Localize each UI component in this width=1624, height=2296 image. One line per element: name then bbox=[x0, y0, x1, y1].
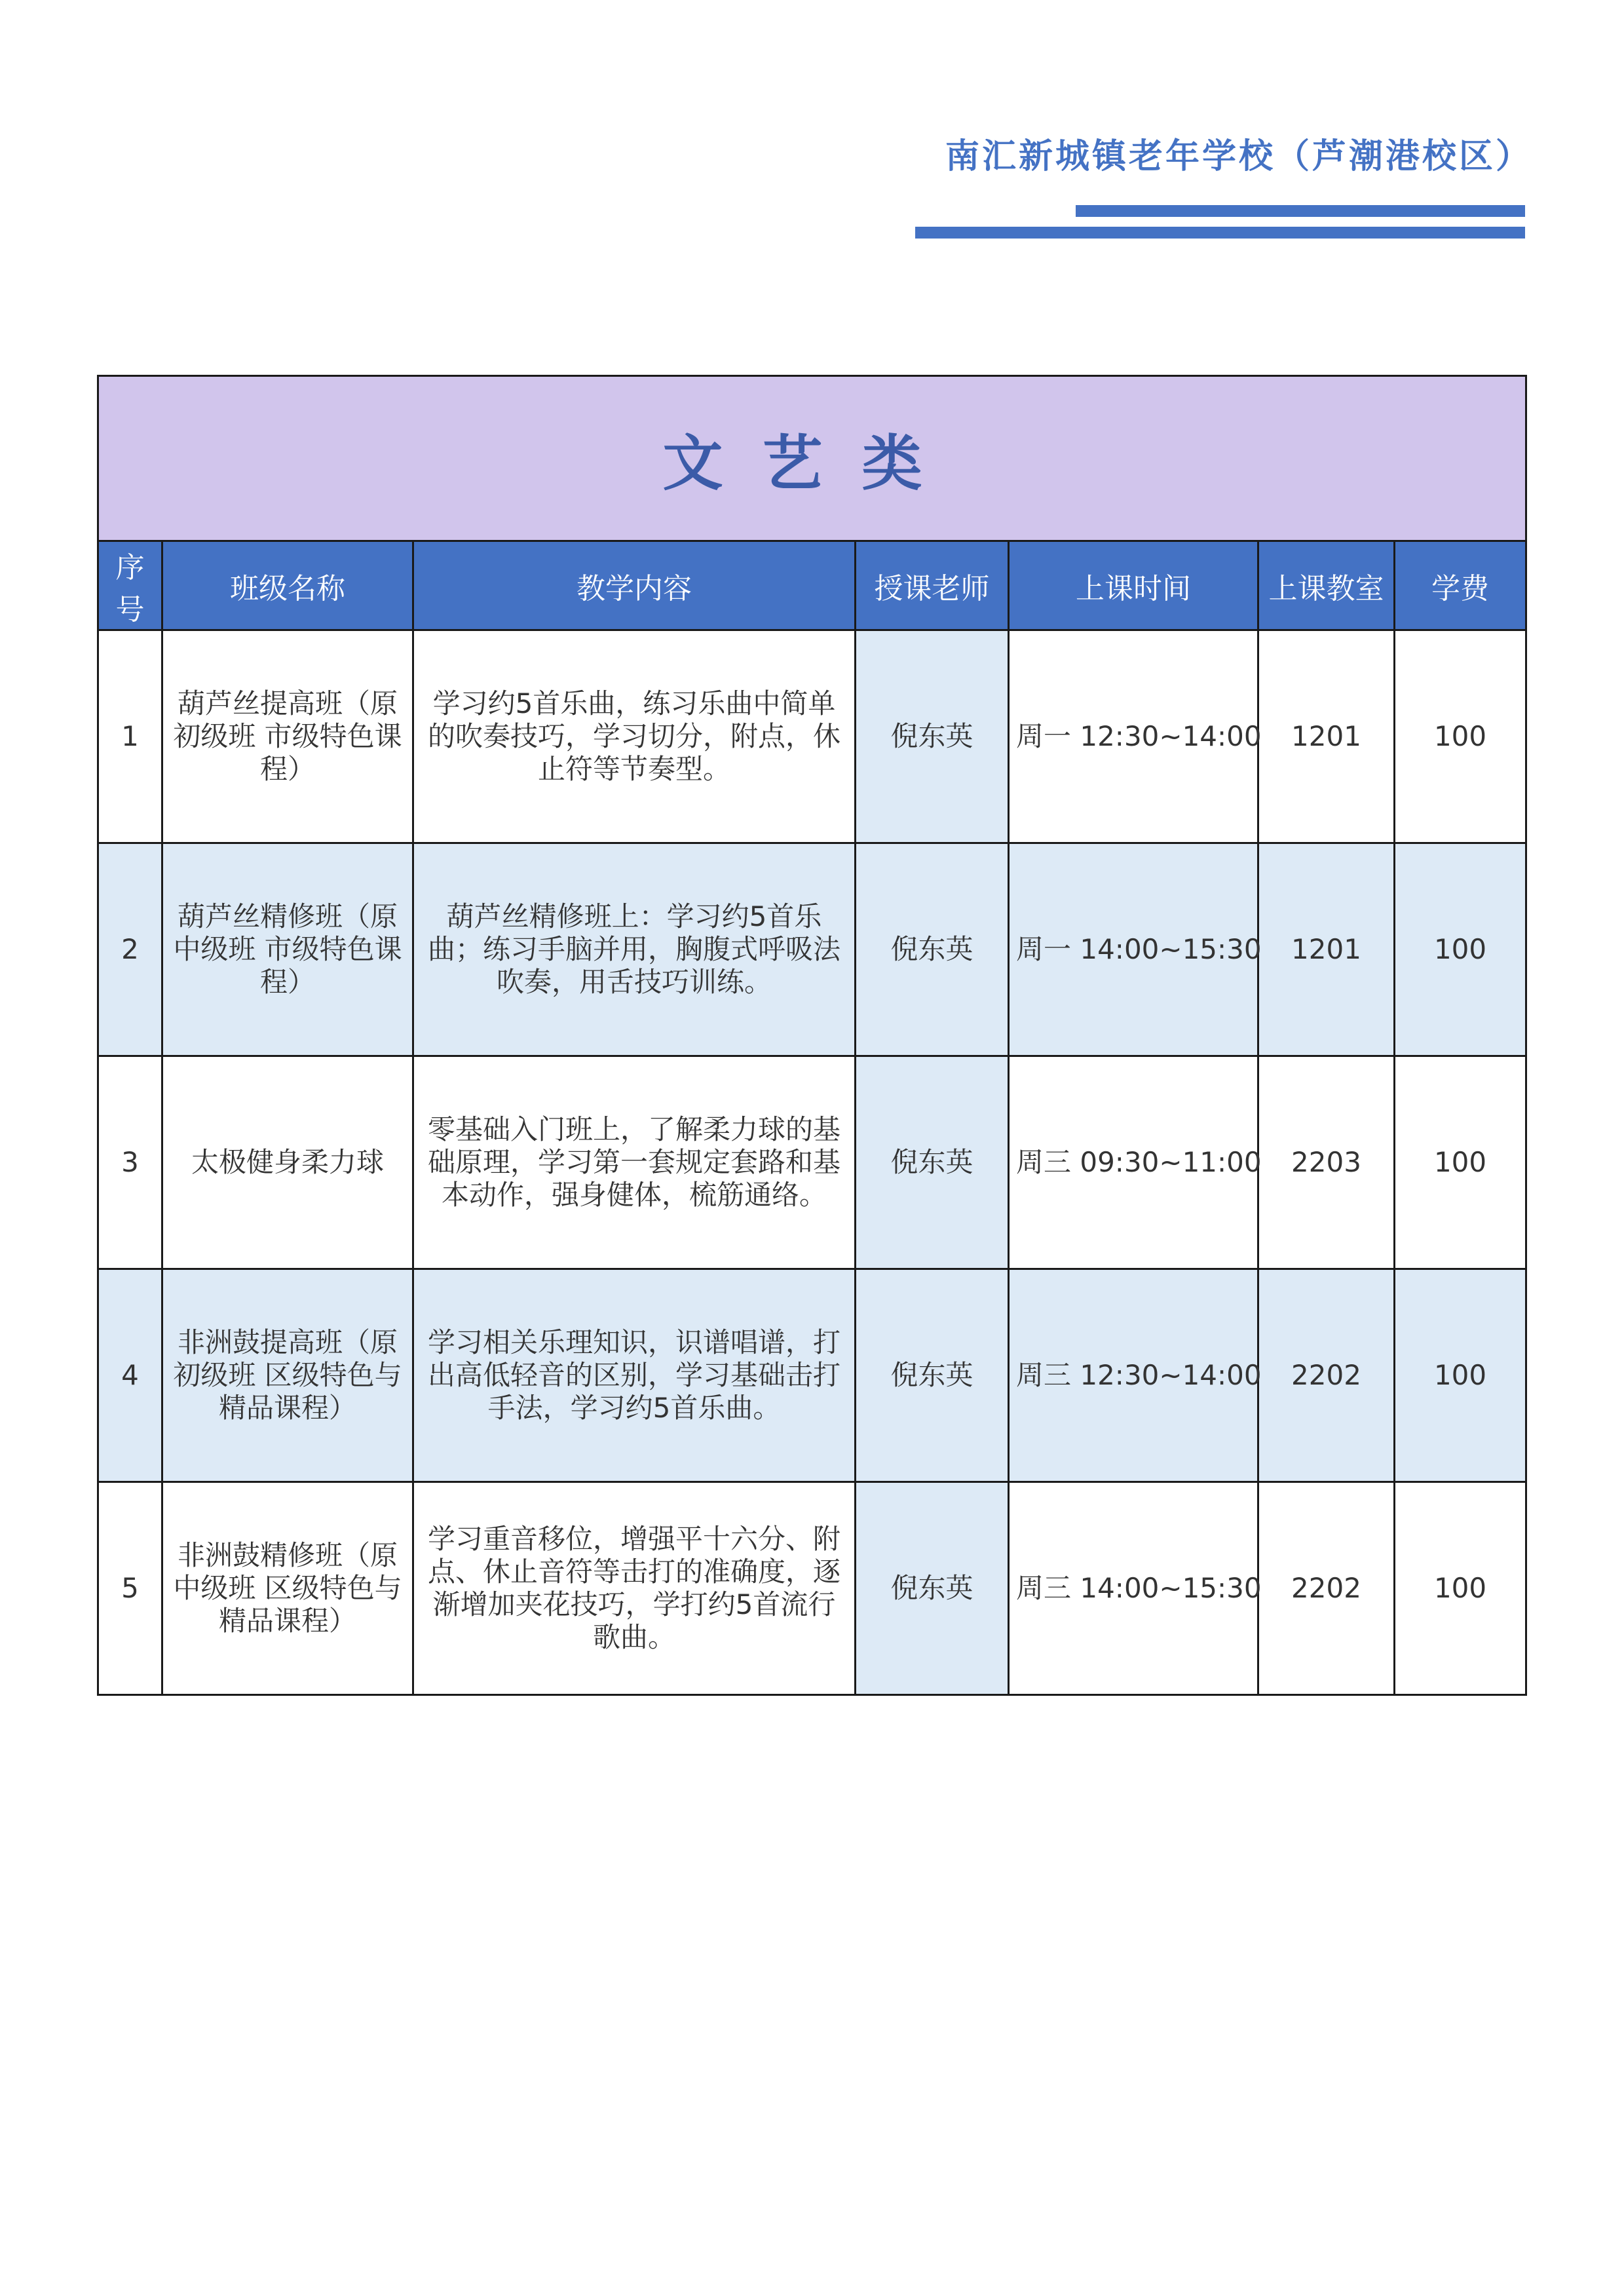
column-header-no: 序号 bbox=[98, 541, 162, 630]
cell-content: 学习相关乐理知识，识谱唱谱，打出高低轻音的区别，学习基础击打手法，学习约5首乐曲。 bbox=[413, 1269, 856, 1482]
table-header-row bbox=[98, 541, 1526, 630]
column-header-time: 上课时间 bbox=[1009, 541, 1258, 630]
course-table bbox=[97, 375, 1527, 1696]
cell-no: 3 bbox=[98, 1056, 162, 1269]
school-name: 南汇新城镇老年学校（芦潮港校区） bbox=[945, 137, 1532, 176]
cell-fee: 100 bbox=[1395, 630, 1526, 843]
cell-teacher: 倪东英 bbox=[856, 1482, 1009, 1695]
cell-class: 太极健身柔力球 bbox=[162, 1056, 413, 1269]
cell-room: 2202 bbox=[1258, 1269, 1395, 1482]
cell-room: 2202 bbox=[1258, 1482, 1395, 1695]
cell-time: 周一 14:00~15:30 bbox=[1009, 843, 1258, 1056]
cell-content: 零基础入门班上，了解柔力球的基础原理，学习第一套规定套路和基本动作，强身健体，梳筋通络。 bbox=[413, 1056, 856, 1269]
decorative-bar-bottom bbox=[915, 227, 1525, 239]
column-header-class: 班级名称 bbox=[162, 541, 413, 630]
table-row bbox=[98, 630, 1526, 843]
column-header-room: 上课教室 bbox=[1258, 541, 1395, 630]
column-header-fee: 学费 bbox=[1395, 541, 1526, 630]
cell-teacher: 倪东英 bbox=[856, 843, 1009, 1056]
cell-fee: 100 bbox=[1395, 1056, 1526, 1269]
decorative-bar-top bbox=[1076, 205, 1525, 217]
cell-teacher: 倪东英 bbox=[856, 630, 1009, 843]
category-title: 文艺类 bbox=[98, 376, 1526, 541]
cell-fee: 100 bbox=[1395, 1482, 1526, 1695]
cell-room: 1201 bbox=[1258, 843, 1395, 1056]
cell-no: 4 bbox=[98, 1269, 162, 1482]
cell-teacher: 倪东英 bbox=[856, 1269, 1009, 1482]
cell-time: 周三 09:30~11:00 bbox=[1009, 1056, 1258, 1269]
column-header-teacher: 授课老师 bbox=[856, 541, 1009, 630]
cell-class: 非洲鼓提高班（原初级班 区级特色与精品课程） bbox=[162, 1269, 413, 1482]
cell-content: 学习重音移位，增强平十六分、附点、休止音符等击打的准确度，逐渐增加夹花技巧，学打约5首流行歌曲。 bbox=[413, 1482, 856, 1695]
category-row bbox=[98, 376, 1526, 541]
cell-time: 周三 14:00~15:30 bbox=[1009, 1482, 1258, 1695]
table-row bbox=[98, 1269, 1526, 1482]
table-row bbox=[98, 1482, 1526, 1695]
cell-teacher: 倪东英 bbox=[856, 1056, 1009, 1269]
cell-class: 非洲鼓精修班（原中级班 区级特色与精品课程） bbox=[162, 1482, 413, 1695]
cell-no: 5 bbox=[98, 1482, 162, 1695]
cell-time: 周一 12:30~14:00 bbox=[1009, 630, 1258, 843]
cell-room: 1201 bbox=[1258, 630, 1395, 843]
column-header-content: 教学内容 bbox=[413, 541, 856, 630]
table-row bbox=[98, 843, 1526, 1056]
table-row bbox=[98, 1056, 1526, 1269]
cell-no: 2 bbox=[98, 843, 162, 1056]
cell-content: 葫芦丝精修班上：学习约5首乐曲；练习手脑并用，胸腹式呼吸法吹奏，用舌技巧训练。 bbox=[413, 843, 856, 1056]
cell-no: 1 bbox=[98, 630, 162, 843]
cell-class: 葫芦丝提高班（原初级班 市级特色课程） bbox=[162, 630, 413, 843]
cell-time: 周三 12:30~14:00 bbox=[1009, 1269, 1258, 1482]
cell-fee: 100 bbox=[1395, 1269, 1526, 1482]
cell-fee: 100 bbox=[1395, 843, 1526, 1056]
cell-room: 2203 bbox=[1258, 1056, 1395, 1269]
cell-class: 葫芦丝精修班（原中级班 市级特色课程） bbox=[162, 843, 413, 1056]
cell-content: 学习约5首乐曲，练习乐曲中简单的吹奏技巧，学习切分，附点，休止符等节奏型。 bbox=[413, 630, 856, 843]
